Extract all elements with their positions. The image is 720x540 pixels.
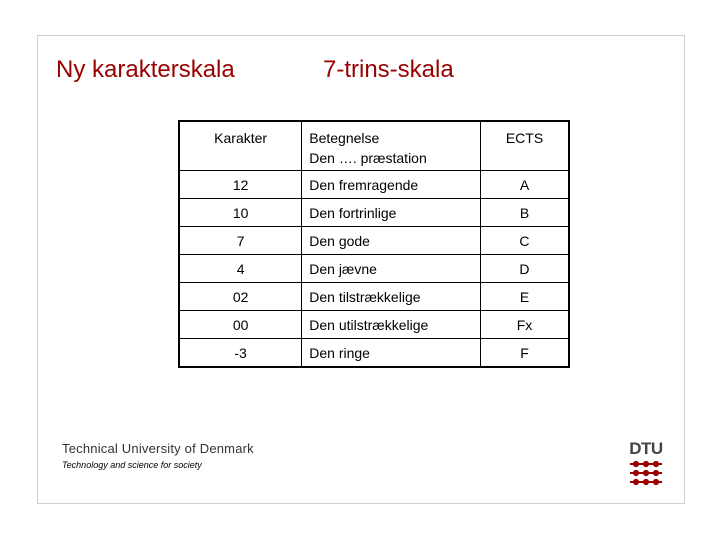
table-row (179, 339, 569, 368)
cell-karakter: -3 (179, 339, 302, 368)
table-row (179, 311, 569, 339)
cell-karakter: 02 (179, 283, 302, 311)
cell-betegnelse: Den utilstrækkelige (302, 311, 481, 339)
cell-betegnelse: Den fremragende (302, 171, 481, 199)
cell-ects: F (480, 339, 569, 368)
cell-ects: D (480, 255, 569, 283)
cell-karakter: 7 (179, 227, 302, 255)
cell-ects: B (480, 199, 569, 227)
organization-name: Technical University of Denmark (62, 441, 254, 456)
cell-betegnelse: Den fortrinlige (302, 199, 481, 227)
dtu-logo-icon (627, 436, 665, 490)
cell-betegnelse: Den jævne (302, 255, 481, 283)
cell-ects: A (480, 171, 569, 199)
slide-subtitle: 7-trins-skala (323, 56, 454, 83)
table-row (179, 227, 569, 255)
cell-betegnelse: Den tilstrækkelige (302, 283, 481, 311)
cell-karakter: 00 (179, 311, 302, 339)
cell-ects: E (480, 283, 569, 311)
slide-title: Ny karakterskala (56, 56, 235, 83)
organization-tagline: Technology and science for society (62, 460, 202, 470)
cell-ects: C (480, 227, 569, 255)
header-karakter: Karakter (179, 121, 302, 171)
table-row (179, 171, 569, 199)
header-betegnelse (302, 121, 481, 171)
cell-karakter: 10 (179, 199, 302, 227)
cell-karakter: 12 (179, 171, 302, 199)
table-header-row (179, 121, 569, 171)
header-betegnelse-line2: Den …. præstation (309, 150, 427, 166)
cell-betegnelse: Den ringe (302, 339, 481, 368)
header-ects: ECTS (480, 121, 569, 171)
table-row (179, 199, 569, 227)
table-row (179, 255, 569, 283)
table-row (179, 283, 569, 311)
cell-ects: Fx (480, 311, 569, 339)
header-betegnelse-line1: Betegnelse (309, 130, 380, 146)
cell-betegnelse: Den gode (302, 227, 481, 255)
grade-scale-table (178, 120, 570, 368)
cell-karakter: 4 (179, 255, 302, 283)
svg-text:DTU: DTU (629, 439, 663, 458)
